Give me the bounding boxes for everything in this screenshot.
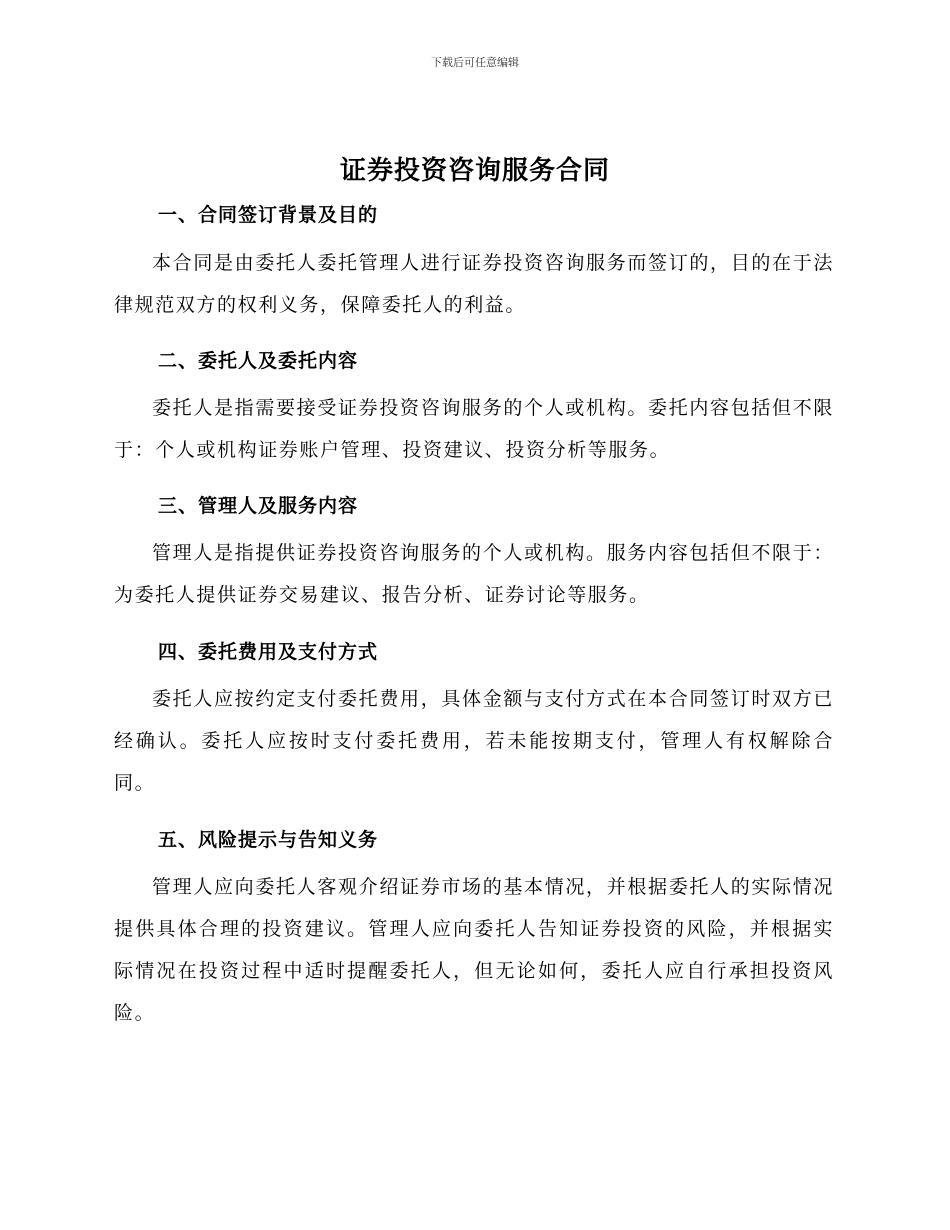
section-heading-1: 一、合同签订背景及目的	[158, 204, 379, 226]
header-note: 下载后可任意编辑	[431, 56, 519, 69]
section-paragraph-1: 本合同是由委托人委托管理人进行证券投资咨询服务而签订的，目的在于法律规范双方的权利义务，保障委托人的利益。	[114, 252, 834, 316]
section-paragraph-4: 委托人应按约定支付委托费用，具体金额与支付方式在本合同签订时双方已经确认。委托人应按时支付委托费用，若未能按期支付，管理人有权解除合同。	[114, 688, 834, 794]
section-heading-2: 二、委托人及委托内容	[158, 350, 359, 372]
section-paragraph-2: 委托人是指需要接受证券投资咨询服务的个人或机构。委托内容包括但不限于：个人或机构证券账户管理、投资建议、投资分析等服务。	[114, 397, 834, 461]
section-heading-4: 四、委托费用及支付方式	[158, 641, 379, 663]
document-title: 证券投资咨询服务合同	[339, 156, 610, 186]
section-heading-5: 五、风险提示与告知义务	[158, 829, 379, 851]
section-paragraph-5: 管理人应向委托人客观介绍证券市场的基本情况，并根据委托人的实际情况提供具体合理的投资建议。管理人应向委托人告知证券投资的风险，并根据实际情况在投资过程中适时提醒委托人，但无论如何，委托人应自行承担投资风险。	[114, 876, 834, 1024]
section-paragraph-3: 管理人是指提供证券投资咨询服务的个人或机构。服务内容包括但不限于：为委托人提供证券交易建议、报告分析、证券讨论等服务。	[114, 542, 834, 606]
section-heading-3: 三、管理人及服务内容	[158, 495, 359, 517]
